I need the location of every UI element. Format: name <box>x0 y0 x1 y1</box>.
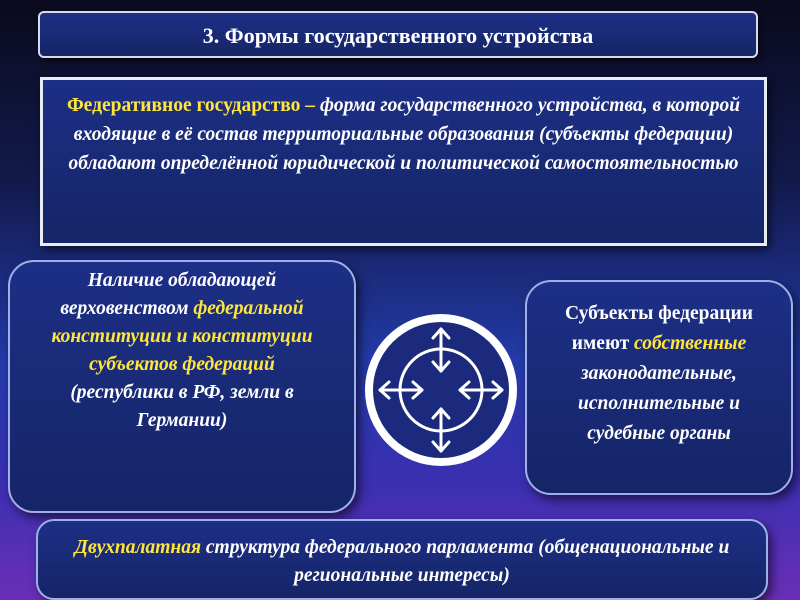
constitution-box <box>8 260 356 513</box>
organs-highlight: собственные <box>634 333 747 354</box>
organs-box <box>525 280 793 495</box>
constitution-highlight: федеральной конституции и конституции субъектов федераций <box>51 298 313 375</box>
parliament-text: структура федерального парламента (общенациональные и региональные интересы) <box>201 537 730 586</box>
constitution-line2: (республики в РФ, земли в Германии) <box>70 382 294 431</box>
federation-diagram <box>362 311 520 469</box>
definition-term: Федеративное государство <box>66 95 301 116</box>
parliament-box <box>36 519 768 600</box>
definition-box <box>40 77 767 246</box>
organs-line2: законодательные, исполнительные и судебные органы <box>577 363 741 444</box>
federation-circle-arrows-icon <box>365 314 517 466</box>
organs-line1: Субъекты федерации имеют <box>564 303 753 354</box>
definition-dash: – <box>300 95 320 116</box>
constitution-line1: Наличие обладающей верховенством <box>60 270 277 319</box>
parliament-highlight: Двухпалатная <box>74 537 201 558</box>
page-title <box>38 11 758 58</box>
definition-text: форма государственного устройства, в которой входящие в её состав территориальные образования (субъекты федерации) обладают определённой юридической и политической самостоятельностью <box>68 95 741 174</box>
page-title-text: 3. Формы государственного устройства <box>202 23 594 48</box>
